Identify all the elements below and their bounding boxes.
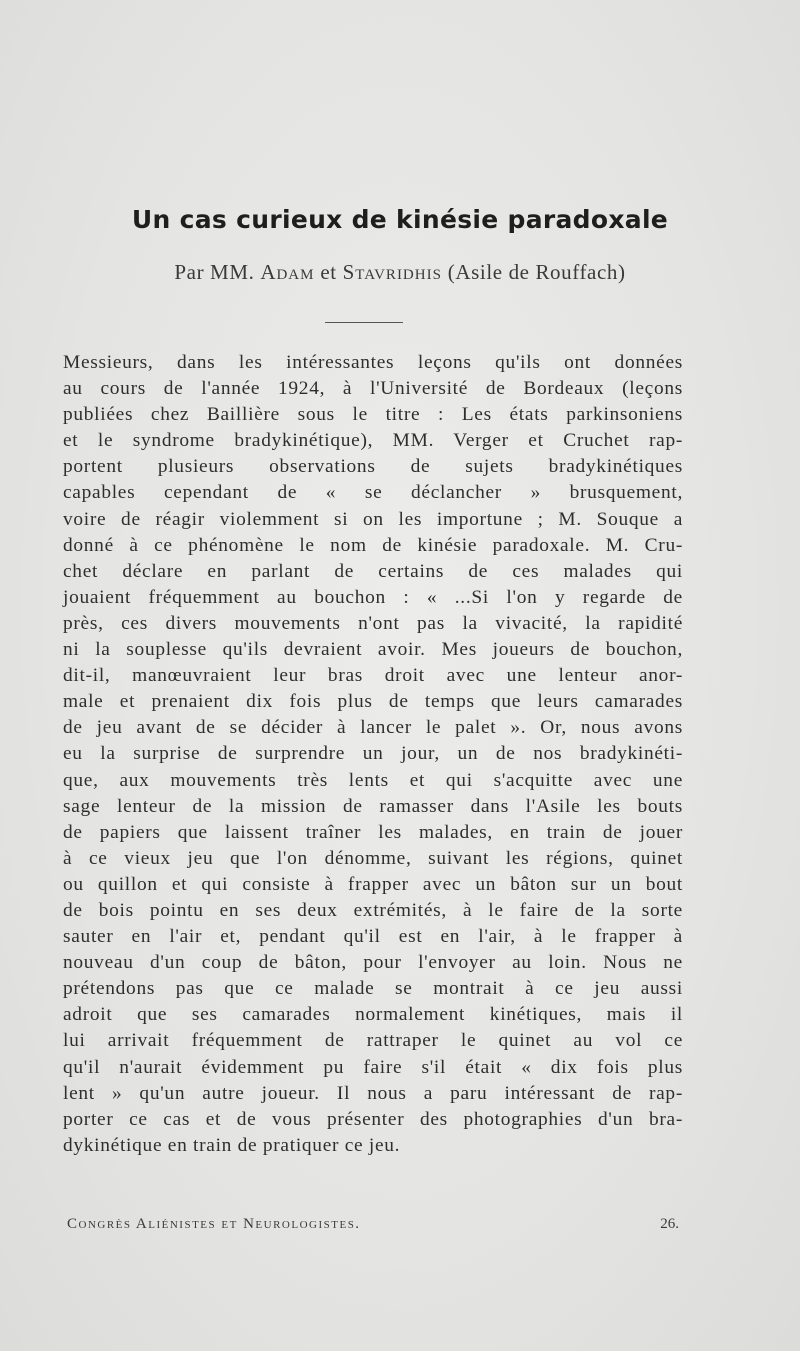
author-stavridhis: Stavridhis xyxy=(342,260,442,284)
text-line: près, ces divers mouvements n'ont pas la vivacité, la rapidité xyxy=(63,612,683,634)
page-footer xyxy=(67,1216,679,1233)
text-line: eu la surprise de surprendre un jour, un de nos bradykinéti- xyxy=(63,743,683,765)
text-line: de jeu avant de se décider à lancer le palet ». Or, nous avons xyxy=(63,717,683,739)
text-line: dykinétique en train de pratiquer ce jeu. xyxy=(63,1134,401,1156)
text-line: et le syndrome bradykinétique), MM. Verger et Cruchet rap- xyxy=(63,430,683,452)
affiliation: (Asile de Rouffach) xyxy=(447,260,626,284)
text-line: de bois pointu en ses deux extrémités, à le faire de la sorte xyxy=(63,899,683,921)
text-line: Messieurs, dans les intéressantes leçons qu'ils ont données xyxy=(63,352,683,373)
text-line: portent plusieurs observations de sujets bradykinétiques xyxy=(63,456,683,478)
author-adam: Adam xyxy=(260,260,315,284)
title-divider xyxy=(325,322,403,323)
text-line: qu'il n'aurait évidemment pu faire s'il était « dix fois plus xyxy=(63,1056,683,1078)
text-line: jouaient fréquemment au bouchon : « ...Si l'on y regarde de xyxy=(63,586,683,608)
text-line: chet déclare en parlant de certains de ces malades qui xyxy=(63,560,683,582)
text-line: porter ce cas et de vous présenter des photographies d'un bra- xyxy=(63,1108,683,1130)
text-line: sage lenteur de la mission de ramasser dans l'Asile les bouts xyxy=(63,795,683,817)
page-number: 26. xyxy=(660,1216,679,1232)
text-line: publiées chez Baillière sous le titre : Les états parkinsoniens xyxy=(63,404,683,426)
byline xyxy=(0,260,800,285)
text-line: au cours de l'année 1924, à l'Université de Bordeaux (leçons xyxy=(63,378,683,400)
text-line: capables cependant de « se déclancher » brusquement, xyxy=(63,482,683,504)
text-line: ou quillon et qui consiste à frapper avec un bâton sur un bout xyxy=(63,873,683,895)
text-line: voire de réagir violemment si on les importune ; M. Souque a xyxy=(63,508,683,530)
running-title: Congrès Aliénistes et Neurologistes. xyxy=(67,1216,361,1232)
text-line: de papiers que laissent traîner les malades, en train de jouer xyxy=(63,821,683,843)
article-body xyxy=(63,350,683,1159)
text-line: que, aux mouvements très lents et qui s'acquitte avec une xyxy=(63,769,683,791)
text-line: sauter en l'air et, pendant qu'il est en l'air, à le frapper à xyxy=(63,926,683,948)
text-line: à ce vieux jeu que l'on dénomme, suivant les régions, quinet xyxy=(63,847,683,869)
text-line: lent » qu'un autre joueur. Il nous a paru intéressant de rap- xyxy=(63,1082,683,1104)
text-line: dit-il, manœuvraient leur bras droit avec une lenteur anor- xyxy=(63,665,683,687)
text-line: nouveau d'un coup de bâton, pour l'envoyer au loin. Nous ne xyxy=(63,952,683,974)
text-line: ni la souplesse qu'ils devraient avoir. Mes joueurs de bouchon, xyxy=(63,639,683,661)
byline-conj: et xyxy=(320,260,337,284)
text-line: adroit que ses camarades normalement kinétiques, mais il xyxy=(63,1004,683,1026)
article-title: Un cas curieux de kinésie paradoxale xyxy=(131,205,669,234)
text-line: donné à ce phénomène le nom de kinésie paradoxale. M. Cru- xyxy=(63,534,683,556)
text-line: prétendons pas que ce malade se montrait à ce jeu aussi xyxy=(63,978,683,1000)
text-line: lui arrivait fréquemment de rattraper le quinet au vol ce xyxy=(63,1030,683,1052)
byline-prefix: Par MM. xyxy=(174,260,255,284)
text-line: male et prenaient dix fois plus de temps que leurs camarades xyxy=(63,691,683,713)
